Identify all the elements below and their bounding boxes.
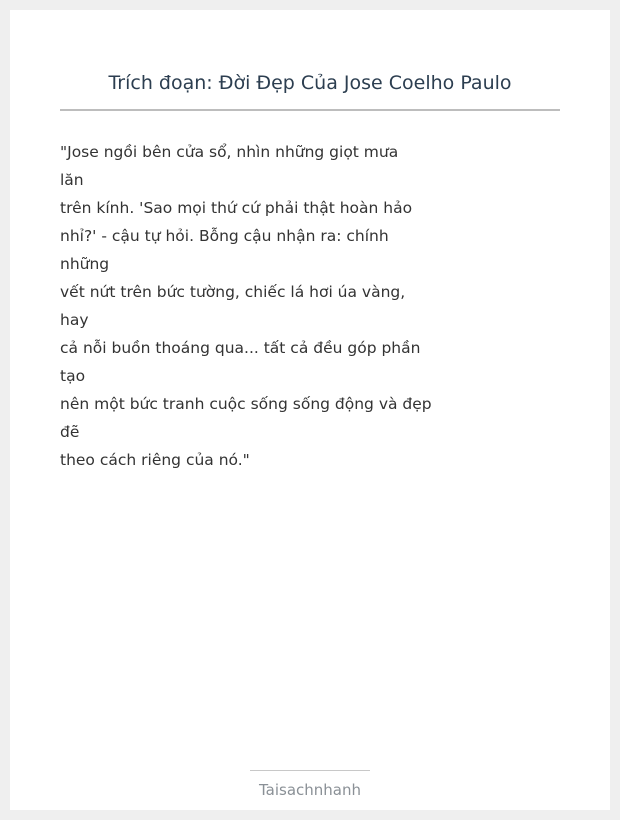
- excerpt-line: vết nứt trên bức tường, chiếc lá hơi úa vàng,: [60, 283, 406, 301]
- excerpt-line: tạo: [60, 367, 86, 385]
- excerpt-line: nên một bức tranh cuộc sống sống động và đẹp: [60, 395, 432, 413]
- excerpt-line: "Jose ngồi bên cửa sổ, nhìn những giọt mưa: [60, 143, 399, 161]
- footer-source: Taisachnhanh: [258, 781, 362, 799]
- excerpt-line: đẽ: [60, 423, 80, 441]
- document-card: [10, 10, 610, 810]
- excerpt-line: theo cách riêng của nó.": [60, 451, 250, 469]
- footer-divider: [250, 770, 370, 771]
- excerpt-line: nhỉ?' - cậu tự hỏi. Bỗng cậu nhận ra: chính: [60, 227, 389, 245]
- excerpt-line: lăn: [60, 171, 84, 189]
- title-divider: [60, 109, 560, 111]
- excerpt-line: trên kính. 'Sao mọi thứ cứ phải thật hoàn hảo: [60, 199, 413, 217]
- excerpt-body: [60, 138, 580, 474]
- document-title: Trích đoạn: Đời Đẹp Của Jose Coelho Paulo: [108, 72, 512, 94]
- excerpt-line: cả nỗi buồn thoáng qua... tất cả đều góp phần: [60, 339, 421, 357]
- excerpt-line: những: [60, 255, 110, 273]
- excerpt-line: hay: [60, 311, 89, 329]
